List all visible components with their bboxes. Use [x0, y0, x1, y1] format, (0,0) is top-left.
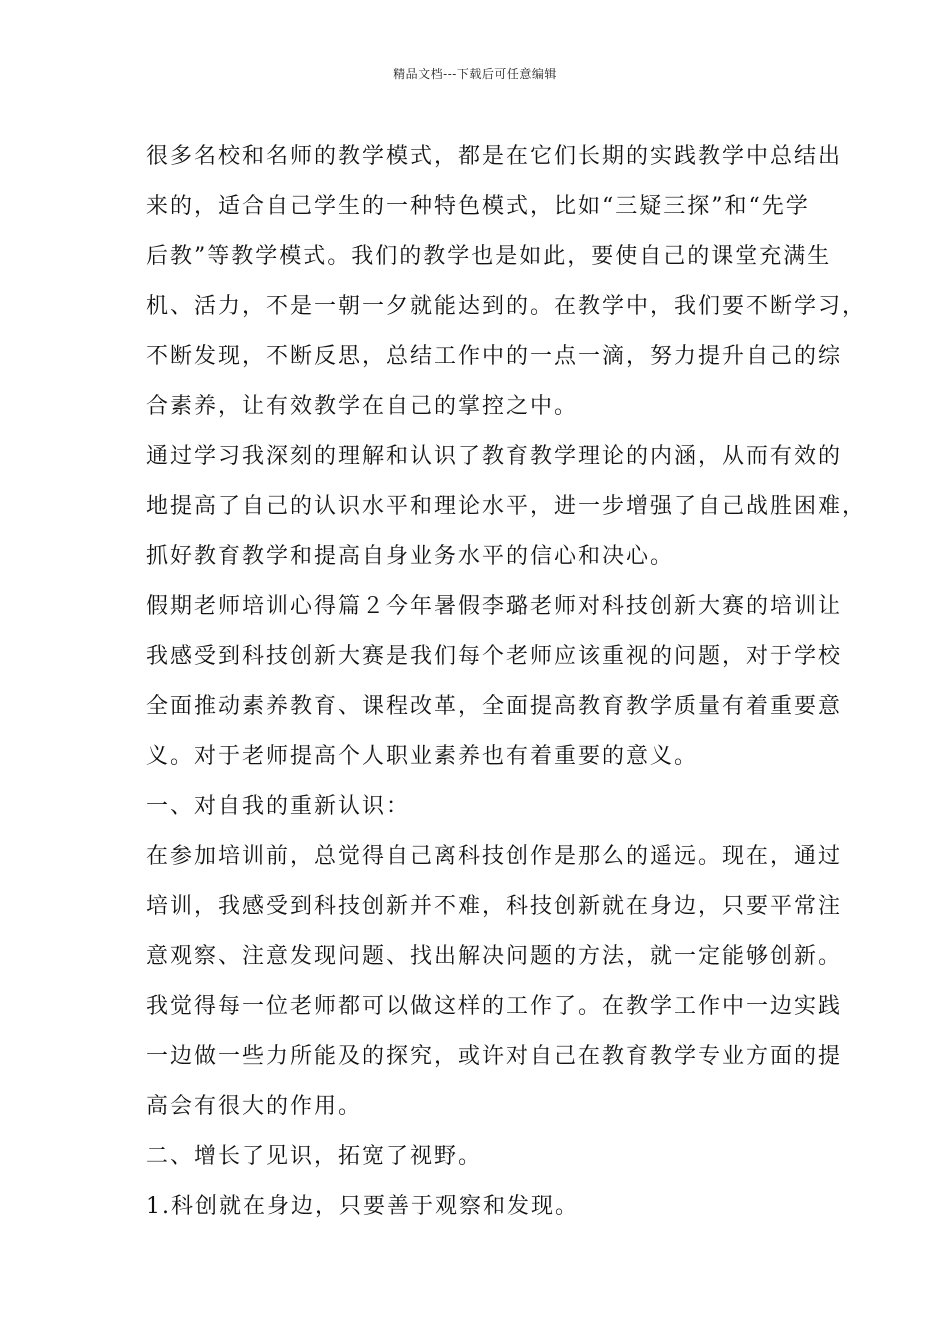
text-line: 高会有很大的作用。: [146, 1094, 363, 1119]
text-line: 意观察、注意发现问题、找出解决问题的方法，就一定能够创新。: [146, 944, 843, 969]
list-item-observation: [146, 1182, 806, 1232]
text-line: 后教”等教学模式。我们的教学也是如此，要使自己的课堂充满生: [146, 244, 832, 269]
text-line: 1.科创就在身边，只要善于观察和发现。: [146, 1194, 579, 1219]
text-line: 我觉得每一位老师都可以做这样的工作了。在教学工作中一边实践: [146, 994, 843, 1019]
section-heading-broadened-vision: [146, 1132, 806, 1182]
text-line: 我感受到科技创新大赛是我们每个老师应该重视的问题，对于学校: [146, 644, 843, 669]
text-line: 全面推动素养教育、课程改革，全面提高教育教学质量有着重要意: [146, 694, 843, 719]
text-line: 抓好教育教学和提高自身业务水平的信心和决心。: [146, 544, 675, 569]
paragraph-training-part-2: [146, 582, 843, 782]
text-line: 义。对于老师提高个人职业素养也有着重要的意义。: [146, 744, 699, 769]
text-line: 机、活力，不是一朝一夕就能达到的。在教学中，我们要不断学习，: [146, 294, 867, 319]
text-line: 不断发现，不断反思，总结工作中的一点一滴，努力提升自己的综: [146, 344, 843, 369]
paragraph-before-training: [146, 832, 843, 1132]
text-line: 一、对自我的重新认识：: [146, 794, 411, 819]
document-body: [146, 132, 867, 1232]
text-line: 二、增长了见识，拓宽了视野。: [146, 1144, 483, 1169]
paragraph-theory-learning: [146, 432, 867, 582]
text-line: 在参加培训前，总觉得自己离科技创作是那么的遥远。现在，通过: [146, 844, 843, 869]
text-line: 来的，适合自己学生的一种特色模式，比如“三疑三探”和“先学: [146, 194, 810, 219]
text-line: 合素养，让有效教学在自己的掌控之中。: [146, 394, 579, 419]
paragraph-teaching-models: [146, 132, 867, 432]
text-line: 一边做一些力所能及的探究，或许对自己在教育教学专业方面的提: [146, 1044, 843, 1069]
text-line: 地提高了自己的认识水平和理论水平，进一步增强了自己战胜困难，: [146, 494, 867, 519]
text-line: 通过学习我深刻的理解和认识了教育教学理论的内涵，从而有效的: [146, 444, 843, 469]
page-header: 精品文档---下载后可任意编辑: [393, 67, 557, 81]
text-line: 很多名校和名师的教学模式，都是在它们长期的实践教学中总结出: [146, 144, 843, 169]
text-line: 假期老师培训心得篇２今年暑假李璐老师对科技创新大赛的培训让: [146, 594, 843, 619]
section-heading-self-recognition: [146, 782, 806, 832]
text-line: 培训，我感受到科技创新并不难，科技创新就在身边，只要平常注: [146, 894, 843, 919]
